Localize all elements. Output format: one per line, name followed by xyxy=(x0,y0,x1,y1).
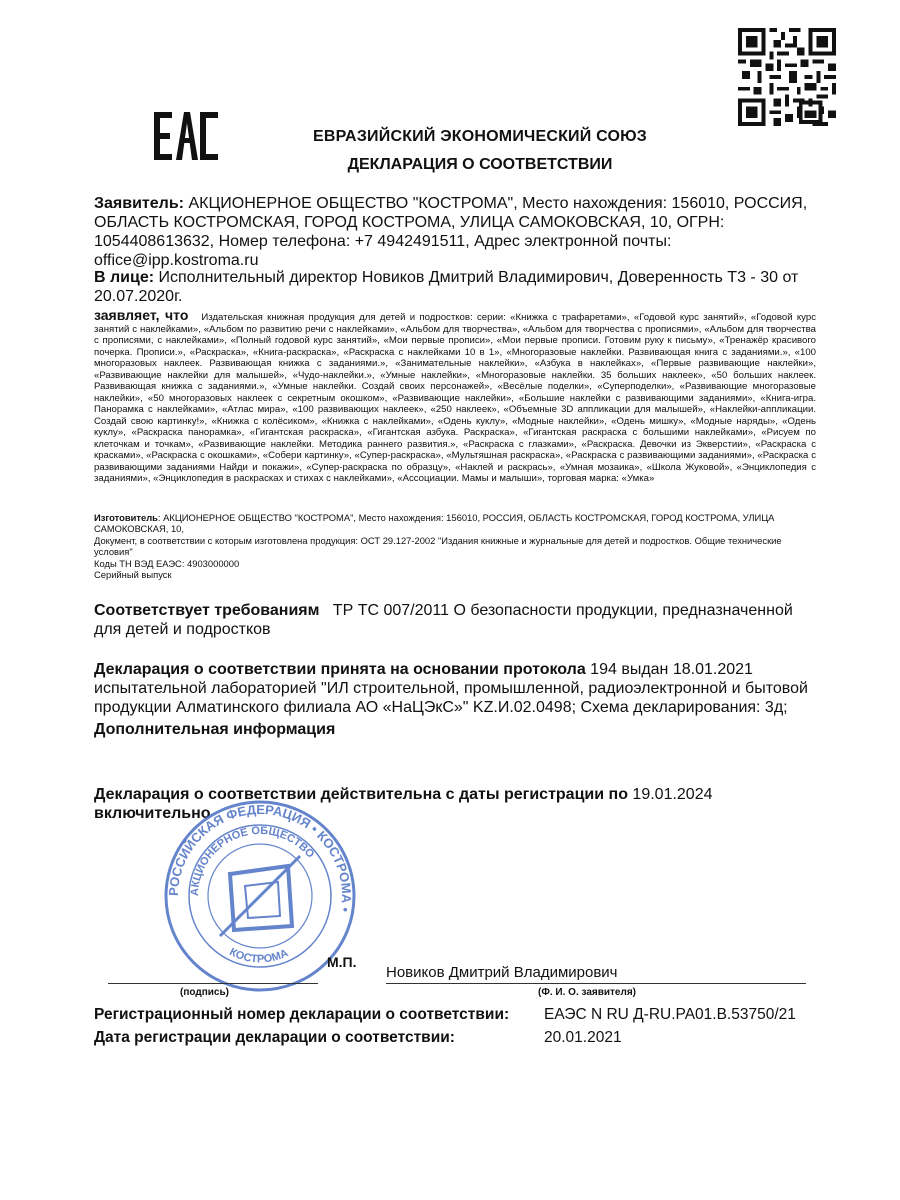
conforms-text: ТР ТС 007/2011 О безопасности продукции, предназначенной для детей и подростков xyxy=(94,602,793,638)
signature-line xyxy=(108,983,318,984)
validity-label: Декларация о соответствии действительна с даты регистрации по xyxy=(94,786,628,803)
signature-caption: (подпись) xyxy=(180,987,229,998)
product-list: Издательская книжная продукция для детей и подростков: серии: «Книжка с трафаретами», «Годовой курс занятий», «Годовой курс занятий с наклейками», «Альбом по развитию речи с наклейками», «Альбом для творчества», «Альбом для творчества с прописями», «Альбом для творчества с прописями, с наклейками», «Полный годовой курс занятий», «Мои первые прописи», «Мои первые прописи. Готовим руку к письму», «Тренажёр красивого почерка. Прописи.», «Раскраска», «Книга-раскраска», «Раскраска с наклейками 10 в 1», «Многоразовые наклейки. Развивающая книга с заданиями.», «100 многоразовых наклеек. Развивающая книжка с заданиями.», «Занимательные наклейки», «Азбука в наклейках», «Первые развивающие наклейки», «Развивающие наклейки для малышей», «Чудо-наклейки.», «Умные наклейки», «Многоразовые наклейки. 35 больших наклеек», «50 больших наклеек. Развивающая книжка с заданиями.», «Умные наклейки. Создай своих персонажей», «Весёлые поделки», «Суперподелки», «Развивающие многоразовые наклейки», «50 многоразовых наклеек с секретным окошком», «Развивающие наклейки», «Большие наклейки с развивающими заданиями», «Книга-игра. Панорамка с наклейками», «Атлас мира», «100 развивающих наклеек», «250 наклеек», «Объемные 3D аппликации для малышей», «Наклейки-аппликации. Создай свою картинку!», «Книжка с колёсиком», «Книжка с наклейками», «Одень куклу», «Модные наклейки», «Одень мишку», «Модные наряды», «Одень куклу», «Раскраска панорамка», «Гигантская раскраска», «Гигантская азбука. Раскраска», «Гигантская раскраска с большими наклейками», «Рисуем по клеточкам и точкам», «Развивающие наклейки. Методика раннего развития.», «Раскраска с глазками», «Раскраска. Девочки из Экверстии», «Раскраска с красками», «Раскраска с окошками», «Собери картинку», «Супер-раскраска», «Мультяшная раскраска», «Раскраска с развивающими заданиями», «Раскраска с развивающими заданиями Найди и покажи», «Супер-раскраска по образцу», «Наклей и раскрась», «Умная мозаика», «Школа Жуковой», «Энциклопедия с заданиями», «Энциклопедия в раскрасках и стихах с наклейками», «Ассоциации. Мамы и малыши», торговая марка: «Умка» xyxy=(94,312,816,484)
manufacturer-label: Изготовитель xyxy=(94,512,158,523)
declares-label: заявляет, что xyxy=(94,307,189,323)
declaration-title: ДЕКЛАРАЦИЯ О СООТВЕТСТВИИ xyxy=(347,156,613,173)
reg-number-label: Регистрационный номер декларации о соответствии: xyxy=(94,1006,510,1023)
person-text: Исполнительный директор Новиков Дмитрий Владимирович, Доверенность Т3 - 30 от 20.07.2020г. xyxy=(94,269,799,305)
additional-info xyxy=(94,720,816,739)
qr-code xyxy=(738,28,836,126)
declares-section xyxy=(94,307,816,485)
name-line xyxy=(386,983,806,984)
stamp-outer-text: РОССИЙСКАЯ ФЕДЕРАЦИЯ • КОСТРОМА • xyxy=(165,801,355,914)
stamp-bottom-text: КОСТРОМА xyxy=(227,946,291,966)
protocol-text: 194 выдан 18.01.2021 испытательной лабораторией "ИЛ строительной, промышленной, радиоэлектронной и бытовой продукции Алматинского филиала АО «НаЦЭкС»" KZ.И.02.0498; Схема декларирования: 3д; xyxy=(94,661,808,716)
applicant-section xyxy=(94,194,816,270)
reg-date: 20.01.2021 xyxy=(544,1029,622,1046)
seal-place: М.П. xyxy=(327,954,357,970)
applicant-text: АКЦИОНЕРНОЕ ОБЩЕСТВО "КОСТРОМА", Место нахождения: 156010, РОССИЯ, ОБЛАСТЬ КОСТРОМСКАЯ, ГОРОД КОСТРОМА, УЛИЦА САМОКОВСКАЯ, 10, ОГРН: 1054408613632, Номер телефона: +7 4942491511, Адрес электронной почты: office@ipp.kostroma.ru xyxy=(94,195,808,269)
manufacturer-section: Изготовитель: АКЦИОНЕРНОЕ ОБЩЕСТВО "КОСТРОМА", Место нахождения: 156010, РОССИЯ, ОБЛАСТЬ КОСТРОМСКАЯ, ГОРОД КОСТРОМА, УЛИЦА САМОКОВСКАЯ, 10, Документ, в соответствии с которым изготовлена продукция: ОСТ 29.127-2002 "Издания книжные и журнальные для детей и подростков. Общие технические условия" Коды ТН ВЭД ЕАЭС: 4903000000 Серийный выпуск xyxy=(94,512,816,580)
additional-label: Дополнительная информация xyxy=(94,721,336,738)
applicant-label: Заявитель: xyxy=(94,195,184,212)
conforms-section xyxy=(94,601,816,639)
conforms-label: Соответствует требованиям xyxy=(94,602,320,619)
stamp-inner-text: АКЦИОНЕРНОЕ ОБЩЕСТВО xyxy=(188,824,317,897)
union-heading: ЕВРАЗИЙСКИЙ ЭКОНОМИЧЕСКИЙ СОЮЗ xyxy=(312,128,648,145)
manufacturer-document: Документ, в соответствии с которым изготовлена продукция: ОСТ 29.127-2002 "Издания книжные и журнальные для детей и подростков. Общие технические условия" xyxy=(94,534,782,558)
serial-release: Серийный выпуск xyxy=(94,569,172,581)
protocol-label: Декларация о соответствии принята на основании протокола xyxy=(94,661,586,678)
manufacturer-text: АКЦИОНЕРНОЕ ОБЩЕСТВО "КОСТРОМА", Место нахождения: 156010, РОССИЯ, ОБЛАСТЬ КОСТРОМСКАЯ, ГОРОД КОСТРОМА, УЛИЦА САМОКОВСКАЯ, 10, xyxy=(94,512,775,535)
validity-date: 19.01.2024 xyxy=(632,786,713,803)
fio-caption: (Ф. И. О. заявителя) xyxy=(538,987,637,998)
person-label: В лице: xyxy=(94,269,155,286)
protocol-section xyxy=(94,660,816,717)
reg-date-label: Дата регистрации декларации о соответствии: xyxy=(94,1029,455,1046)
signatory-name: Новиков Дмитрий Владимирович xyxy=(386,964,618,981)
reg-number: ЕАЭС N RU Д-RU.PA01.B.53750/21 xyxy=(544,1006,796,1023)
validity-suffix: включительно xyxy=(94,805,211,822)
person-section xyxy=(94,268,816,306)
hs-codes: Коды ТН ВЭД ЕАЭС: 4903000000 xyxy=(94,557,240,569)
